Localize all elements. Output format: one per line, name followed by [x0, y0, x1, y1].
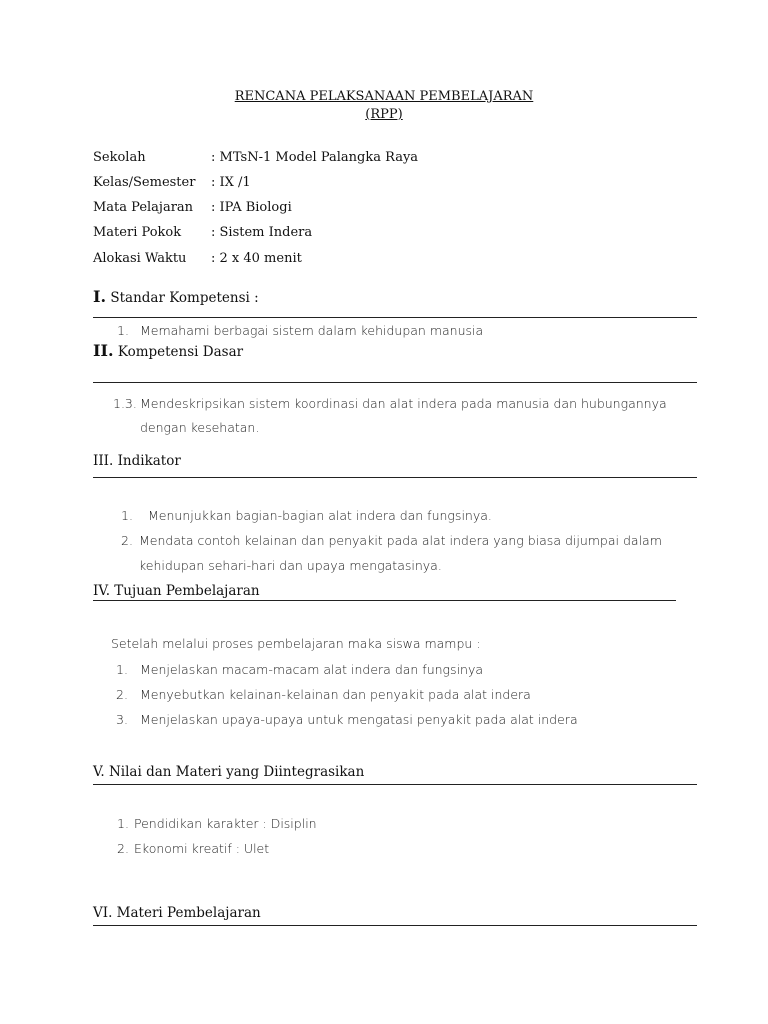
section-4-heading: IV. Tujuan Pembelajaran: [93, 583, 260, 599]
info-label-subject: Mata Pelajaran: [93, 200, 194, 215]
list-text: Menunjukkan bagian-bagian alat indera dan fungsinya.: [148, 508, 492, 523]
list-text: Menjelaskan macam-macam alat indera dan fungsinya: [140, 662, 484, 677]
info-value-time: : 2 x 40 menit: [211, 251, 302, 266]
list-text: Mendeskripsikan sistem koordinasi dan alat indera pada manusia dan hubungannya: [140, 396, 667, 411]
section-1-rule: [93, 317, 697, 318]
section-5-rule: [93, 784, 697, 785]
section-4-rule: [93, 600, 676, 601]
list-number: 1.3.: [113, 396, 137, 411]
list-text: Ekonomi kreatif : Ulet: [134, 841, 270, 856]
section-2-title: Kompetensi Dasar: [117, 344, 244, 360]
list-number: 2.: [121, 533, 133, 548]
section-3-item-1: [121, 508, 492, 523]
list-text: Mendata contoh kelainan dan penyakit pada alat indera yang biasa dijumpai dalam: [139, 533, 662, 548]
list-number: 3.: [116, 712, 128, 727]
section-1-number: I.: [93, 287, 107, 306]
section-5-heading: V. Nilai dan Materi yang Diintegrasikan: [93, 764, 365, 780]
section-1-item-1: [117, 323, 483, 338]
list-text: Menyebutkan kelainan-kelainan dan penyakit pada alat indera: [140, 687, 531, 702]
info-label-topic: Materi Pokok: [93, 225, 182, 240]
section-5-item-1: [117, 816, 317, 831]
section-2-heading: [93, 341, 243, 360]
list-number: 2.: [117, 841, 129, 856]
list-number: 2.: [116, 687, 128, 702]
list-text: Pendidikan karakter : Disiplin: [134, 816, 317, 831]
document-title: RENCANA PELAKSANAAN PEMBELAJARAN: [234, 89, 534, 104]
section-5-item-2: [117, 841, 269, 856]
document-subtitle: (RPP): [365, 107, 403, 122]
list-text: Memahami berbagai sistem dalam kehidupan manusia: [140, 323, 484, 338]
section-2-rule: [93, 382, 697, 383]
info-label-class: Kelas/Semester: [93, 175, 196, 190]
section-6-heading: VI. Materi Pembelajaran: [93, 905, 261, 921]
list-text: Menjelaskan upaya-upaya untuk mengatasi penyakit pada alat indera: [140, 712, 578, 727]
list-number: 1.: [116, 662, 128, 677]
section-2-item-line-2: dengan kesehatan.: [140, 420, 260, 435]
section-2-item-line-1: [113, 396, 667, 411]
section-2-number: II.: [93, 341, 114, 360]
section-3-item-2-line-2: kehidupan sehari-hari dan upaya mengatasinya.: [139, 558, 442, 573]
list-number: 1.: [121, 508, 133, 523]
section-1-title: Standar Kompetensi :: [110, 290, 259, 306]
list-number: 1.: [117, 816, 129, 831]
section-3-item-2-line-1: [121, 533, 662, 548]
info-value-class: : IX /1: [211, 175, 251, 190]
list-number: 1.: [117, 323, 129, 338]
section-4-item-3: [116, 712, 578, 727]
section-4-item-1: [116, 662, 483, 677]
info-value-subject: : IPA Biologi: [211, 200, 292, 215]
info-value-topic: : Sistem Indera: [211, 225, 313, 240]
info-value-school: : MTsN-1 Model Palangka Raya: [211, 150, 419, 165]
section-6-rule: [93, 925, 697, 926]
section-3-rule: [93, 477, 697, 478]
section-4-intro: Setelah melalui proses pembelajaran maka siswa mampu :: [111, 636, 481, 651]
info-label-time: Alokasi Waktu: [93, 251, 187, 266]
section-3-heading: III. Indikator: [93, 453, 181, 469]
info-label-school: Sekolah: [93, 150, 146, 165]
section-1-heading: [93, 287, 259, 306]
section-4-item-2: [116, 687, 531, 702]
